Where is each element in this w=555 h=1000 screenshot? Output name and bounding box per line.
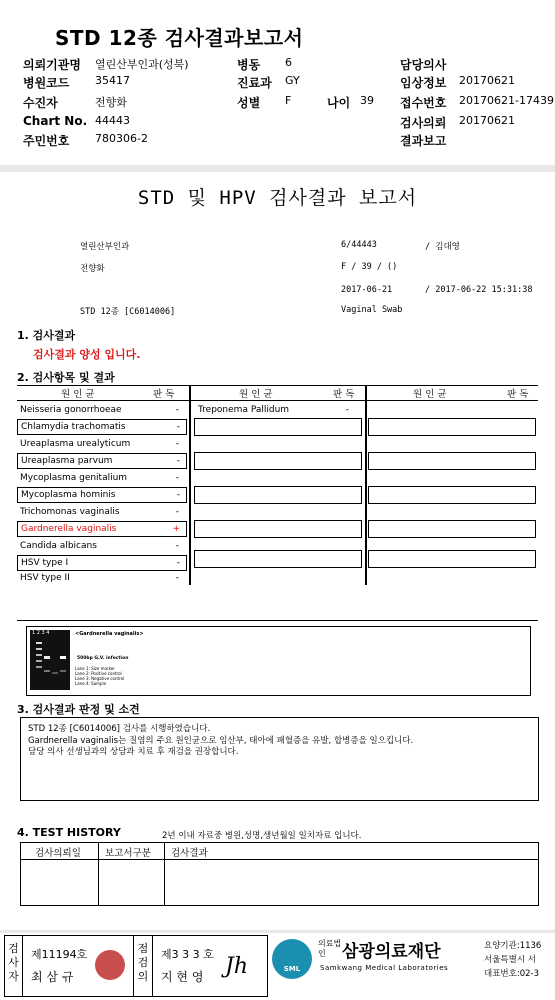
examiner-label: 검사자 <box>5 936 23 996</box>
header-field-value: 20170621 <box>459 114 515 127</box>
grid-header-1 <box>17 385 189 401</box>
reviewer-name: 지 현 영 <box>161 970 204 984</box>
empty-cell <box>368 418 536 436</box>
reviewer-label: 점검의 <box>133 936 153 996</box>
empty-cell <box>194 520 362 538</box>
examiner-license: 제11194호 <box>31 948 88 961</box>
header-field-value: 열린산부인과(성북) <box>95 58 189 71</box>
item-result: - <box>175 507 179 517</box>
history-divider <box>164 843 165 905</box>
header-field-label: 수진자 <box>23 96 58 110</box>
item-result: - <box>175 405 179 415</box>
meta-date-received: 2017-06-21 <box>341 285 393 295</box>
item-name: Mycoplasma genitalium <box>20 473 128 483</box>
grid-header-3 <box>367 385 538 401</box>
item-row <box>17 571 185 585</box>
history-note: 2년 이내 자료중 병원,성명,생년월일 일치자료 입니다. <box>162 831 362 841</box>
header-field-label: 주민번호 <box>23 134 70 148</box>
header-field-label: 성별 <box>237 96 261 110</box>
item-row <box>17 487 187 503</box>
header-field-label: 의뢰기관명 <box>23 58 81 72</box>
item-row <box>17 403 185 417</box>
empty-cell <box>194 486 362 504</box>
meta-specimen: Vaginal Swab <box>341 305 403 315</box>
item-name: HSV type II <box>20 573 70 583</box>
history-divider <box>98 843 99 905</box>
col-pathogen-1: 원 인 균 <box>61 389 95 400</box>
item-name: Chlamydia trachomatis <box>21 422 126 432</box>
item-result: - <box>175 439 179 449</box>
stamp-seal <box>95 950 125 980</box>
section-results: 1. 검사결과 <box>17 329 76 342</box>
col-result-1: 판 독 <box>153 389 175 400</box>
col-pathogen-3: 원 인 균 <box>413 389 447 400</box>
section-items: 2. 검사항목 및 결과 <box>17 371 115 384</box>
logo-badge: SML <box>283 965 301 973</box>
contact-line: 서울특별시 서 <box>484 955 536 965</box>
meta-patient: 전향화 <box>80 264 105 274</box>
header-field-label: Chart No. <box>23 114 88 128</box>
header-field-value: GY <box>285 74 300 87</box>
item-row <box>195 403 361 417</box>
item-row-positive <box>17 521 187 537</box>
item-name: Ureaplasma urealyticum <box>20 439 131 449</box>
header-field-value: F <box>285 94 292 107</box>
item-name: Candida albicans <box>20 541 97 551</box>
item-name: Neisseria gonorrhoeae <box>20 405 122 415</box>
header-field-label: 나이 <box>327 96 351 110</box>
empty-cell <box>194 418 362 436</box>
org-name: 삼광의료재단 <box>342 942 441 962</box>
header-field-value: 20170621-17439 <box>459 94 554 107</box>
item-name: Mycoplasma hominis <box>21 490 116 500</box>
item-row <box>17 419 187 435</box>
grid-header-2 <box>191 385 365 401</box>
empty-cell <box>194 452 362 470</box>
header-field-value: 35417 <box>95 74 130 87</box>
logo-icon <box>272 939 312 979</box>
gel-bands-icon <box>30 630 70 690</box>
gel-lanes: 1 2 3 4 <box>32 630 50 636</box>
history-col: 검사결과 <box>171 848 208 859</box>
empty-cell <box>368 520 536 538</box>
header-field-label: 임상정보 <box>400 76 447 90</box>
gel-caption: <Gardnerella vaginalis> <box>75 631 144 637</box>
header-field-label: 병동 <box>237 58 261 72</box>
gel-band-label: 500bp G.V. infection <box>77 656 129 661</box>
section-history: 4. TEST HISTORY <box>17 826 121 839</box>
item-result: - <box>175 541 179 551</box>
item-row <box>17 505 185 519</box>
col-result-3: 판 독 <box>507 389 529 400</box>
org-prefix: 의료법인 <box>318 939 342 958</box>
header-field-value: 6 <box>285 56 292 69</box>
divider-line <box>17 620 538 621</box>
meta-doctor: / 김대영 <box>425 242 460 252</box>
empty-cell <box>368 486 536 504</box>
header-field-value: 전향화 <box>95 96 127 109</box>
item-row <box>17 539 185 553</box>
item-result: - <box>176 456 180 466</box>
opinion-line: Gardnerella vaginalis는 질염의 주요 원인균으로 임산부, 태아에 패혈증을 유발, 합병증을 일으킵니다. <box>28 736 414 746</box>
header-field-value: 780306-2 <box>95 132 148 145</box>
header-field-label: 병원코드 <box>23 76 70 90</box>
signature-box <box>4 935 268 997</box>
item-name: Ureaplasma parvum <box>21 456 113 466</box>
grid-divider-1 <box>189 385 191 585</box>
contact-info <box>484 939 541 981</box>
empty-cell <box>194 550 362 568</box>
item-name: Trichomonas vaginalis <box>20 507 120 517</box>
results-grid <box>17 385 538 585</box>
item-name: Treponema Pallidum <box>198 405 290 415</box>
item-result: - <box>176 558 180 568</box>
header-field-label: 진료과 <box>237 76 272 90</box>
item-row <box>17 471 185 485</box>
item-row <box>17 555 187 571</box>
item-row <box>17 437 185 451</box>
gel-legend-item: Lane 1: Size marker <box>75 666 115 671</box>
contact-line: 요양기관:1136 <box>484 941 542 951</box>
header-field-value: 44443 <box>95 114 130 127</box>
report-title: STD 및 HPV 검사결과 보고서 <box>137 187 418 209</box>
header-field-label: 결과보고 <box>400 134 447 148</box>
reviewer-signature: Jh <box>225 954 248 979</box>
header-field-label: 담당의사 <box>400 58 447 72</box>
item-result: - <box>175 473 179 483</box>
section-opinion: 3. 검사결과 판정 및 소견 <box>17 703 140 716</box>
item-name: Gardnerella vaginalis <box>21 524 117 534</box>
header-field-label: 검사의뢰 <box>400 116 447 130</box>
meta-ward-chart: 6/44443 <box>341 240 377 250</box>
item-result: - <box>175 573 179 583</box>
reviewer-license: 제3 3 3 호 <box>161 948 214 961</box>
positive-message: 검사결과 양성 입니다. <box>33 348 141 361</box>
examiner-name: 최 삼 규 <box>31 970 74 984</box>
gel-electrophoresis-figure <box>26 626 531 696</box>
meta-clinic: 열린산부인과 <box>80 242 130 252</box>
contact-line: 대표번호:02-3 <box>484 969 539 979</box>
gel-legend-item: Lane 2: Positive control <box>75 671 122 676</box>
opinion-line: 담당 의사 선생님과의 상담과 치료 후 재검을 권장합니다. <box>28 747 239 757</box>
meta-test: STD 12종 [C6014006] <box>80 307 176 317</box>
header-field-value: 20170621 <box>459 74 515 87</box>
item-result: - <box>345 405 349 415</box>
empty-cell <box>368 452 536 470</box>
item-result: - <box>176 490 180 500</box>
header-title: STD 12종 검사결과보고서 <box>55 26 304 50</box>
opinion-line: STD 12종 [C6014006] 검사를 시행하였습니다. <box>28 724 211 734</box>
header-field-value: 39 <box>360 94 374 107</box>
item-result: + <box>172 524 180 534</box>
org-english-name: Samkwang Medical Laboratories <box>320 964 449 972</box>
header-field-label: 접수번호 <box>400 96 447 110</box>
item-name: HSV type I <box>21 558 69 568</box>
meta-sex-age: F / 39 / () <box>341 262 398 272</box>
item-result: - <box>176 422 180 432</box>
empty-cell <box>368 550 536 568</box>
col-result-2: 판 독 <box>333 389 355 400</box>
report-footer <box>0 933 555 1000</box>
history-col: 보고서구분 <box>105 848 151 859</box>
gel-legend <box>75 666 124 686</box>
grid-divider-2 <box>365 385 367 585</box>
history-table <box>20 842 539 906</box>
meta-date-reported: / 2017-06-22 15:31:38 <box>425 285 533 295</box>
gel-legend-item: Lane 3: Negative control <box>75 676 125 681</box>
gel-legend-item: Lane 4: Sample <box>75 681 107 686</box>
gel-image <box>30 630 70 690</box>
item-row <box>17 453 187 469</box>
history-col: 검사의뢰일 <box>35 848 81 859</box>
col-pathogen-2: 원 인 균 <box>239 389 273 400</box>
